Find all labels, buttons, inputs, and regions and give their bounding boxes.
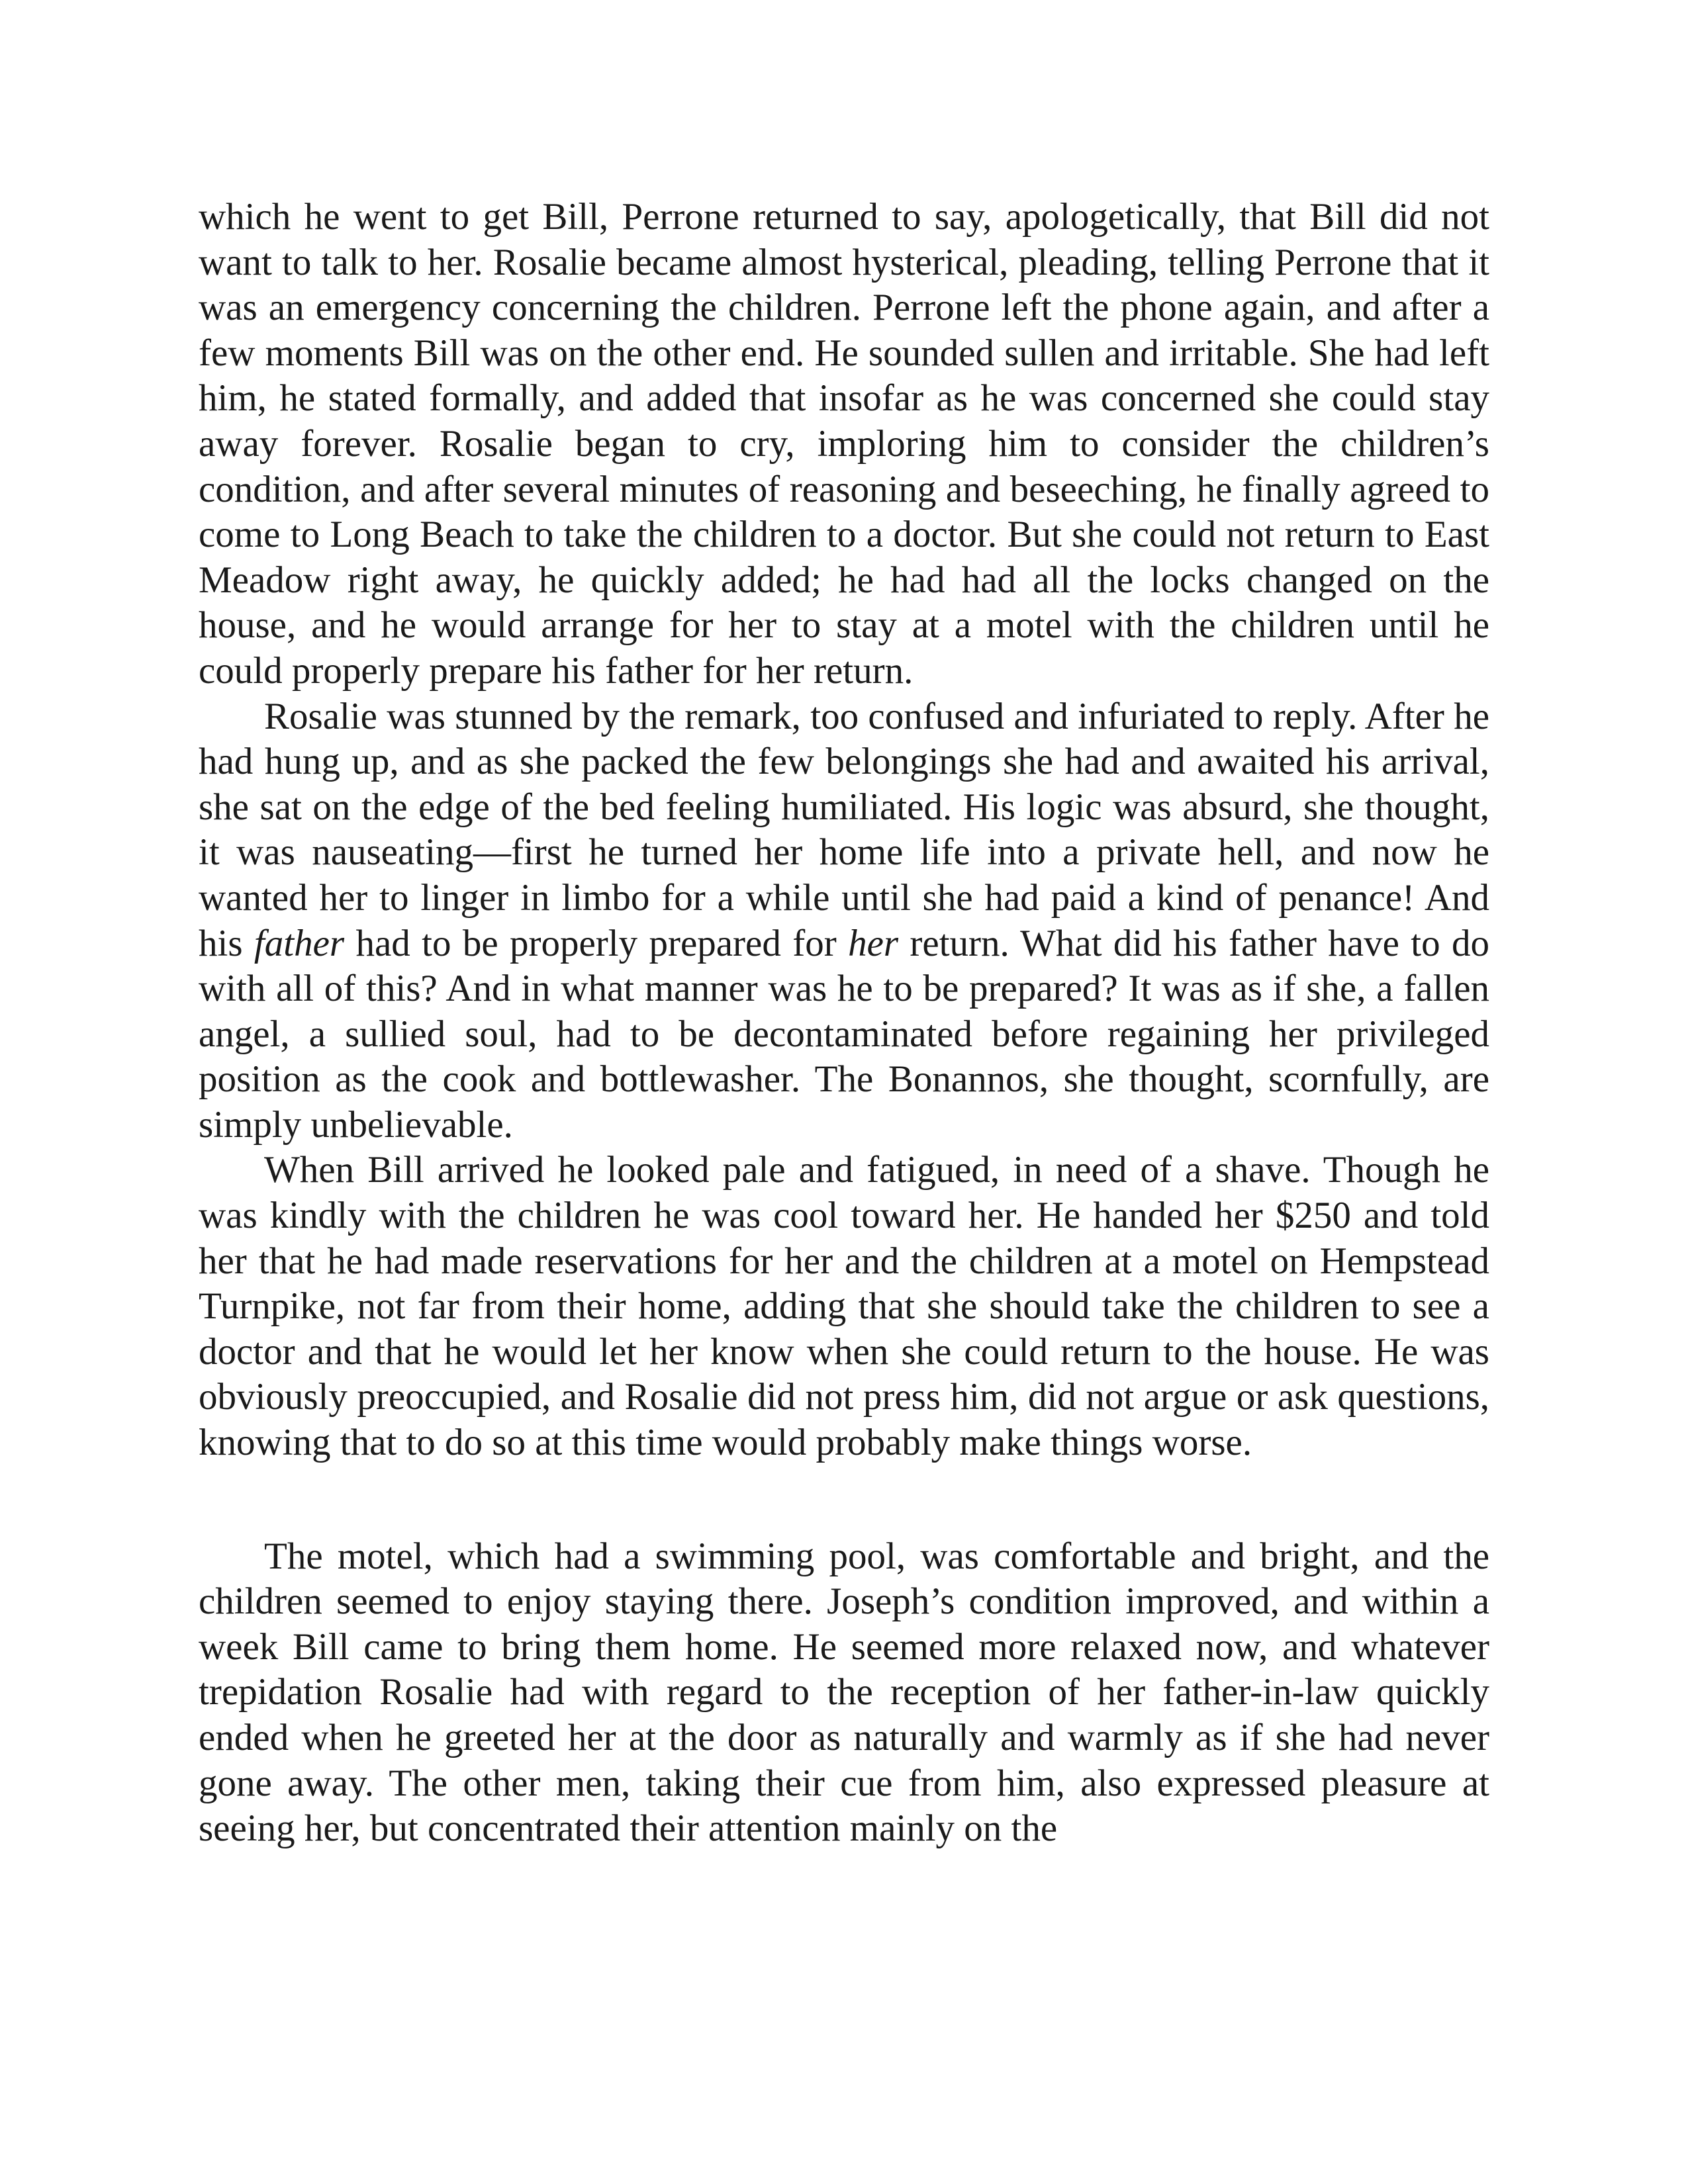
paragraph-4 [199,1534,1489,1852]
paragraph-2-text-b: had to be properly prepared for [344,922,849,964]
paragraph-2-text-a: Rosalie was stunned by the remark, too confused and infuriated to reply. After he had hung up, and as she packed the few belongings she had and awaited his arrival, she sat on the edge of the bed feeling humiliated. His logic was absurd, she thought, it was nauseating—first he turned her home life into a private hell, and now he wanted her to linger in limbo for a while until she had paid a kind of penance! And his [199,695,1489,964]
paragraph-3 [199,1148,1489,1465]
paragraph-2-italic-her: her [848,922,899,964]
paragraph-2 [199,694,1489,1148]
paragraph-1-text: which he went to get Bill, Perrone returned to say, apologetically, that Bill did not want to talk to her. Rosalie became almost hysterical, pleading, telling Perrone that it was an emergency concerning the children. Perrone left the phone again, and after a few moments Bill was on the other end. He sounded sullen and irritable. She had left him, he stated formally, and added that insofar as he was concerned she could stay away forever. Rosalie began to cry, imploring him to consider the children’s condition, and after several minutes of reasoning and beseeching, he finally agreed to come to Long Beach to take the children to a doctor. But she could not return to East Meadow right away, he quickly added; he had had all the locks changed on the house, and he would arrange for her to stay at a motel with the children until he could properly prepare his father for her return. [199,196,1489,692]
paragraph-3-text: When Bill arrived he looked pale and fatigued, in need of a shave. Though he was kindly with the children he was cool toward her. He handed her $250 and told her that he had made reservations for her and the children at a motel on Hempstead Turnpike, not far from their home, adding that she should take the children to see a doctor and that he would let her know when she could return to the house. He was obviously preoccupied, and Rosalie did not press him, did not argue or ask questions, knowing that to do so at this time would probably make things worse. [199,1149,1489,1464]
paragraph-1 [199,195,1489,694]
section-break [199,1466,1489,1534]
paragraph-4-text: The motel, which had a swimming pool, was comfortable and bright, and the children seemed to enjoy staying there. Joseph’s condition improved, and within a week Bill came to bring them home. He seemed more relaxed now, and whatever trepidation Rosalie had with regard to the reception of her father-in-law quickly ended when he greeted her at the door as naturally and warmly as if she had never gone away. The other men, taking their cue from him, also expressed pleasure at seeing her, but concentrated their attention mainly on the [199,1535,1489,1850]
document-body [199,195,1489,1852]
paragraph-2-text-c: return. What did his father have to do with all of this? And in what manner was he to be prepared? It was as if she, a fallen angel, a sullied soul, had to be decontaminated before regaining her privileged position as the cook and bottlewasher. The Bonannos, she thought, scornfully, are simply unbelievable. [199,922,1489,1146]
paragraph-2-italic-father: father [254,922,345,964]
